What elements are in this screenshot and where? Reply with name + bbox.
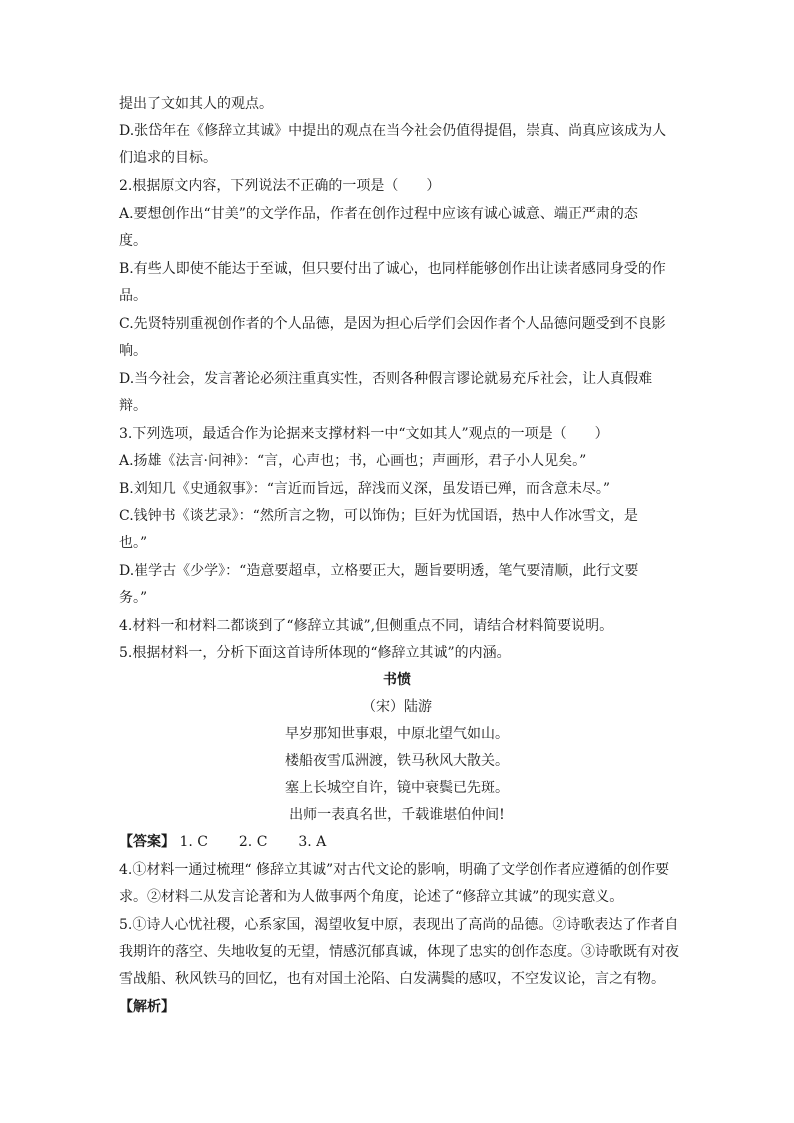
text-line: 响。 xyxy=(119,343,147,359)
option-b: B.刘知几《史通叙事》：“言近而旨远，辞浅而义深，虽发语已殚，而含意未尽。” xyxy=(119,481,611,497)
poem-verse: 塞上长城空自许，镜中衰鬓已先斑。 xyxy=(285,780,509,796)
analysis-label: 【解析】 xyxy=(119,999,175,1015)
poem-verse: 楼船夜雪瓜洲渡，铁马秋风大散关。 xyxy=(285,753,509,769)
poem-verse: 早岁那知世事艰，中原北望气如山。 xyxy=(285,726,509,742)
poem-verse: 出师一表真名世，千载谁堪伯仲间! xyxy=(289,807,505,823)
question-3-stem: 3.下列选项，最适合作为论据来支撑材料一中“文如其人”观点的一项是（ ） xyxy=(119,426,609,442)
answer-row xyxy=(119,832,326,852)
option-c: C.钱钟书《谈艺录》：“然所言之物，可以饰伪；巨奸为忧国语，热中人作冰雪文，是 xyxy=(119,508,638,524)
text-line: 品。 xyxy=(119,288,147,304)
text-line: D.张岱年在《修辞立其诚》中提出的观点在当今社会仍值得提倡，崇真、尚真应该成为人 xyxy=(119,123,667,139)
answer-item: 2. C xyxy=(238,834,268,850)
text-line: 们追求的目标。 xyxy=(119,150,217,166)
poem-title: 书愤 xyxy=(383,672,411,688)
answer-item: 1. C xyxy=(179,834,208,850)
answer-line: 5.①诗人心忧社稷，心系家国，渴望收复中原，表现出了高尚的品德。②诗歌表达了作者自 xyxy=(119,917,679,933)
text-line: 务。” xyxy=(119,590,148,606)
option-a: A.要想创作出“甘美”的文学作品，作者在创作过程中应该有诚心诚意、端正严肃的态 xyxy=(119,206,638,222)
question-4-stem: 4.材料一和材料二都谈到了“修辞立其诚”,但侧重点不同，请结合材料简要说明。 xyxy=(119,618,614,634)
poem-author: （宋）陆游 xyxy=(362,699,432,715)
option-c: C.先贤特别重视创作者的个人品德，是因为担心后学们会因作者个人品德问题受到不良影 xyxy=(119,316,666,332)
question-2-stem: 2.根据原文内容，下列说法不正确的一项是（ ） xyxy=(119,178,441,194)
option-d: D.当今社会，发言著论必须注重真实性，否则各种假言谬论就易充斥社会，让人真假难 xyxy=(119,371,653,387)
text-line: 度。 xyxy=(119,233,147,249)
text-line: 也。” xyxy=(119,535,148,551)
answer-line: 4.①材料一通过梳理“ 修辞立其诚”对古代文论的影响，明确了文学创作者应遵循的创作要 xyxy=(119,862,670,878)
text-line: 提出了文如其人的观点。 xyxy=(119,96,273,112)
answer-line: 求。②材料二从发言论著和为人做事两个角度，论述了“修辞立其诚”的现实意义。 xyxy=(119,889,624,905)
question-5-stem: 5.根据材料一，分析下面这首诗所体现的“修辞立其诚”的内涵。 xyxy=(119,645,511,661)
answer-line: 雪战船、秋风铁马的回忆，也有对国土沦陷、白发满鬓的感叹，不空发议论，言之有物。 xyxy=(119,971,665,987)
option-b: B.有些人即使不能达于至诚，但只要付出了诚心，也同样能够创作出让读者感同身受的作 xyxy=(119,261,666,277)
option-d: D.崔学古《少学》：“造意要超卓，立格要正大，题旨要明透，笔气要清顺，此行文要 xyxy=(119,563,639,579)
answer-item: 3. A xyxy=(298,834,327,850)
answer-label: 【答案】 xyxy=(119,834,175,850)
answer-line: 我期许的落空、失地收复的无望，情感沉郁真诚，体现了忠实的创作态度。③诗歌既有对夜 xyxy=(119,944,679,960)
option-a: A.扬雄《法言·问神》：“言，心声也；书，心画也；声画形，君子小人见矣。” xyxy=(119,453,587,469)
text-line: 辩。 xyxy=(119,398,147,414)
